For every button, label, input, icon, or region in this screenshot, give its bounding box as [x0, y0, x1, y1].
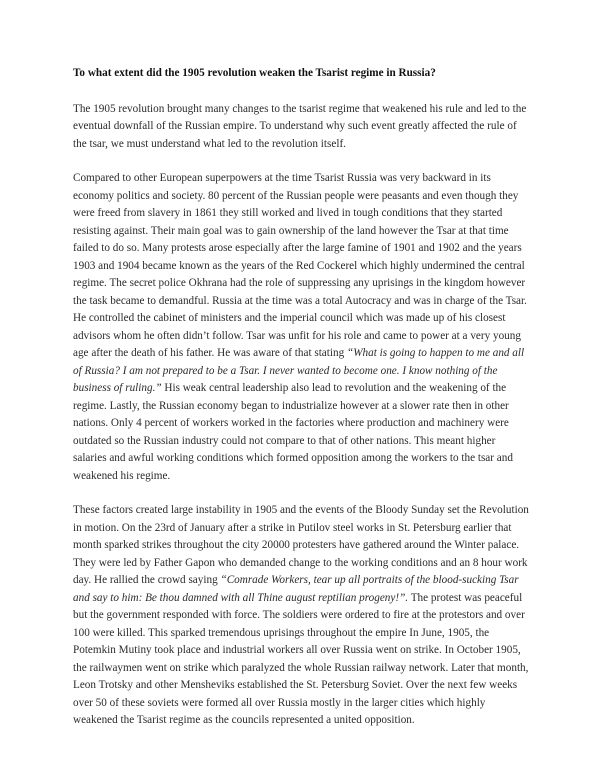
paragraph-causes [73, 170, 529, 485]
paragraph-events [73, 502, 529, 730]
paragraph-events-text-b: The protest was peaceful but the government responded with force. The soldiers were ordered to fire at the protestors and over 100 were killed. This sparked tremendous uprisings throughout the empire In June, 1905, the Potemkin Mutiny took place and industrial workers all over Russia went on strike. In October 1905, the railwaymen went on strike which paralyzed the whole Russian railway network. Later that month, Leon Trotsky and other Mensheviks established the St. Petersburg Soviet. Over the next few weeks over 50 of these soviets were formed all over Russia mostly in the larger cities which highly weakened the Tsarist regime as the councils represented a united opposition. [73, 591, 529, 726]
paragraph-causes-text-a: Compared to other European superpowers at the time Tsarist Russia was very backward in its economy politics and society. 80 percent of the Russian people were peasants and even though they were freed from slavery in 1861 they still worked and lived in tough conditions that they started resisting against. Their main goal was to gain ownership of the land however the Tsar at that time failed to do so. Many protests arose especially after the large famine of 1901 and 1902 and the years 1903 and 1904 became known as the years of the Red Cockerel which highly undermined the central regime. The secret police Okhrana had the role of suppressing any uprisings in the kingdom however the task became to demandful. Russia at the time was a total Autocracy and was in charge of the Tsar. He controlled the cabinet of ministers and the imperial council which was made up of his closest advisors whom he often didn’t follow. Tsar was unfit for his role and came to power at a very young age after the death of his father. He was aware of that stating [73, 172, 527, 359]
tsar-quote: “What is going to happen to me and all of Russia? I am not prepared to be a Tsar. I never wanted to become one. I know nothing of the business of ruling.” [73, 347, 525, 394]
paragraph-intro: The 1905 revolution brought many changes to the tsarist regime that weakened his rule and led to the eventual downfall of the Russian empire. To understand why such event greatly affected the rule of the tsar, we must understand what led to the revolution itself. [73, 102, 527, 150]
gapon-quote: “Comrade Workers, tear up all portraits of the blood-sucking Tsar and say to him: Be thou damned with all Thine august reptilian progeny!”. [73, 574, 519, 604]
paragraph-causes-text-b: His weak central leadership also lead to revolution and the weakening of the regime. Lastly, the Russian economy began to industrialize however at a slower rate then in other nations. Only 4 percent of workers worked in the factories where production and machinery were outdated so the Russian industry could not compare to that of other nations. This meant higher salaries and awful working conditions which formed opposition among the workers to the tsar and weakened his regime. [73, 382, 513, 482]
document-title: To what extent did the 1905 revolution weaken the Tsarist regime in Russia? [73, 67, 436, 79]
document-body [73, 65, 529, 747]
paragraph-events-text-a: These factors created large instability in 1905 and the events of the Bloody Sunday set the Revolution in motion. On the 23rd of January after a strike in Putilov steel works in St. Petersburg earlier that month sparked strikes throughout the city 20000 protesters have gathered around the Winter palace. They were led by Father Gapon who demanded change to the working conditions and an 8 hour work day. He rallied the crowd saying [73, 504, 529, 586]
